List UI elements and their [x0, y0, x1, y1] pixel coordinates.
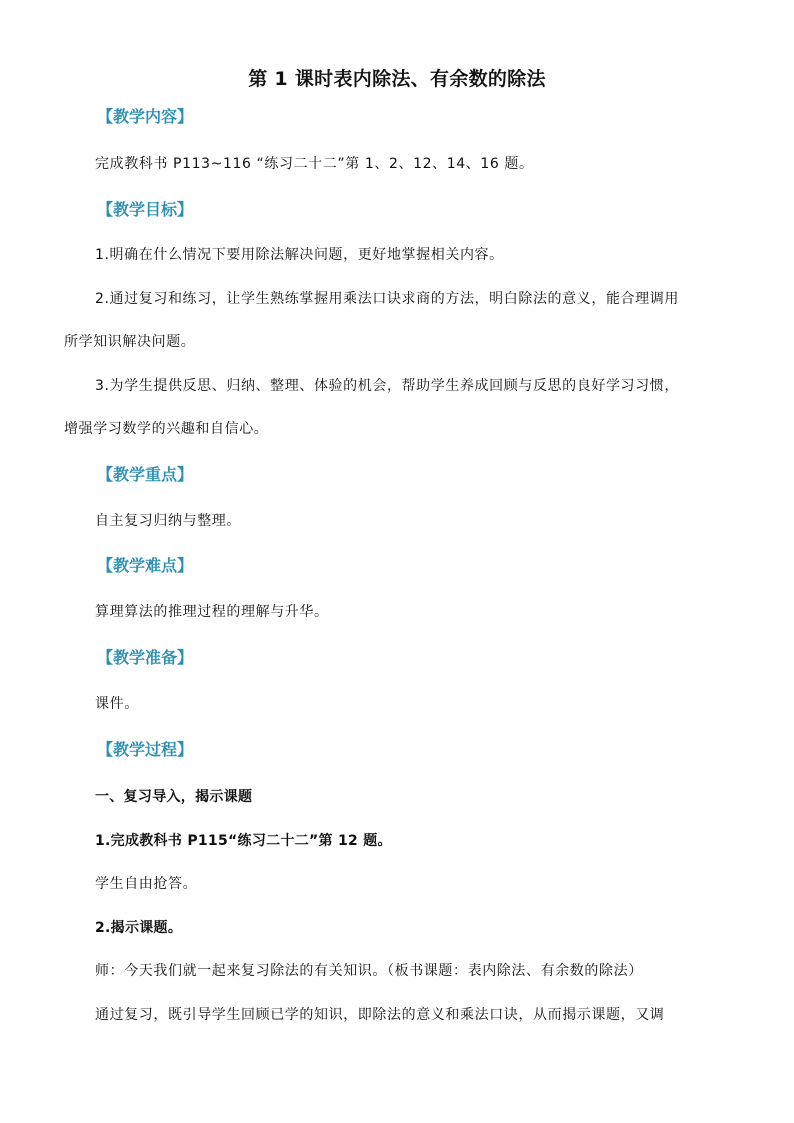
heading-goals: 【教学目标】 [97, 200, 194, 219]
goal-1: 1.明确在什么情况下要用除法解决问题，更好地掌握相关内容。 [95, 247, 504, 263]
process-step-2: 2.揭示课题。 [95, 920, 183, 936]
content-text: 完成教科书 P113~116 “练习二十二”第 1、2、12、14、16 题。 [95, 156, 534, 172]
process-section-1: 一、复习导入，揭示课题 [95, 789, 253, 805]
goal-2-line-1: 2.通过复习和练习，让学生熟练掌握用乘法口诀求商的方法，明白除法的意义，能合理调用 [95, 291, 679, 307]
last-line: 通过复习，既引导学生回顾已学的知识，即除法的意义和乘法口诀，从而揭示课题，又调 [95, 1007, 665, 1023]
heading-content: 【教学内容】 [97, 107, 194, 126]
teacher-line: 师：今天我们就一起来复习除法的有关知识。（板书课题：表内除法、有余数的除法） [95, 963, 643, 979]
difficulty-text: 算理算法的推理过程的理解与升华。 [95, 604, 329, 620]
heading-prep: 【教学准备】 [97, 648, 194, 667]
process-step-1: 1.完成教科书 P115“练习二十二”第 12 题。 [95, 833, 392, 849]
goal-3-line-2: 增强学习数学的兴趣和自信心。 [64, 421, 269, 437]
heading-process: 【教学过程】 [97, 740, 194, 759]
prep-text: 课件。 [95, 696, 139, 712]
goal-3-line-1: 3.为学生提供反思、归纳、整理、体验的机会，帮助学生养成回顾与反思的良好学习习惯， [95, 378, 679, 394]
key-text: 自主复习归纳与整理。 [95, 513, 241, 529]
heading-key: 【教学重点】 [97, 465, 194, 484]
process-step-1-text: 学生自由抢答。 [95, 876, 198, 892]
heading-difficulty: 【教学难点】 [97, 556, 194, 575]
page-title: 第 1 课时表内除法、有余数的除法 [248, 68, 546, 90]
goal-2-line-2: 所学知识解决问题。 [64, 334, 196, 350]
